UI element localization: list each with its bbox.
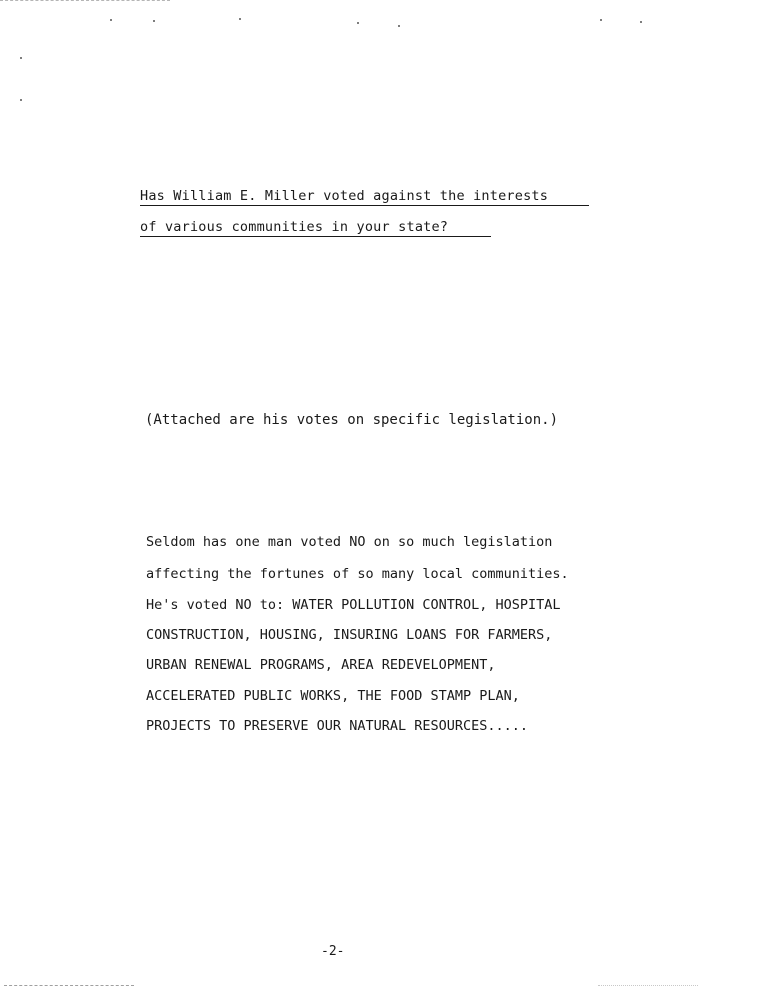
body-line: URBAN RENEWAL PROGRAMS, AREA REDEVELOPMENT, (146, 657, 496, 673)
scan-edge-bottom-left (4, 985, 134, 986)
scan-speck (153, 20, 155, 22)
body-line: ACCELERATED PUBLIC WORKS, THE FOOD STAMP PLAN, (146, 688, 520, 704)
scan-speck (20, 99, 22, 101)
scan-edge-bottom-right (598, 985, 698, 986)
attachment-note: (Attached are his votes on specific legislation.) (145, 412, 559, 428)
body-line: He's voted NO to: WATER POLLUTION CONTROL, HOSPITAL (146, 597, 561, 613)
heading-line: Has William E. Miller voted against the interests (140, 188, 549, 204)
scan-speck (398, 25, 400, 27)
heading-line: of various communities in your state? (140, 219, 449, 235)
scan-speck (640, 21, 642, 23)
body-line: CONSTRUCTION, HOUSING, INSURING LOANS FOR FARMERS, (146, 627, 553, 643)
scan-speck (357, 22, 359, 24)
heading-underline (140, 205, 589, 206)
scan-speck (110, 19, 112, 21)
body-line: PROJECTS TO PRESERVE OUR NATURAL RESOURCES..... (146, 718, 529, 734)
heading-underline (140, 236, 491, 237)
scan-speck (239, 18, 241, 20)
scan-edge-top (0, 0, 170, 1)
scan-speck (20, 57, 22, 59)
scan-speck (600, 19, 602, 21)
page-number: -2- (321, 944, 345, 959)
body-line: Seldom has one man voted NO on so much legislation (146, 534, 553, 550)
body-line: affecting the fortunes of so many local communities. (146, 566, 569, 582)
